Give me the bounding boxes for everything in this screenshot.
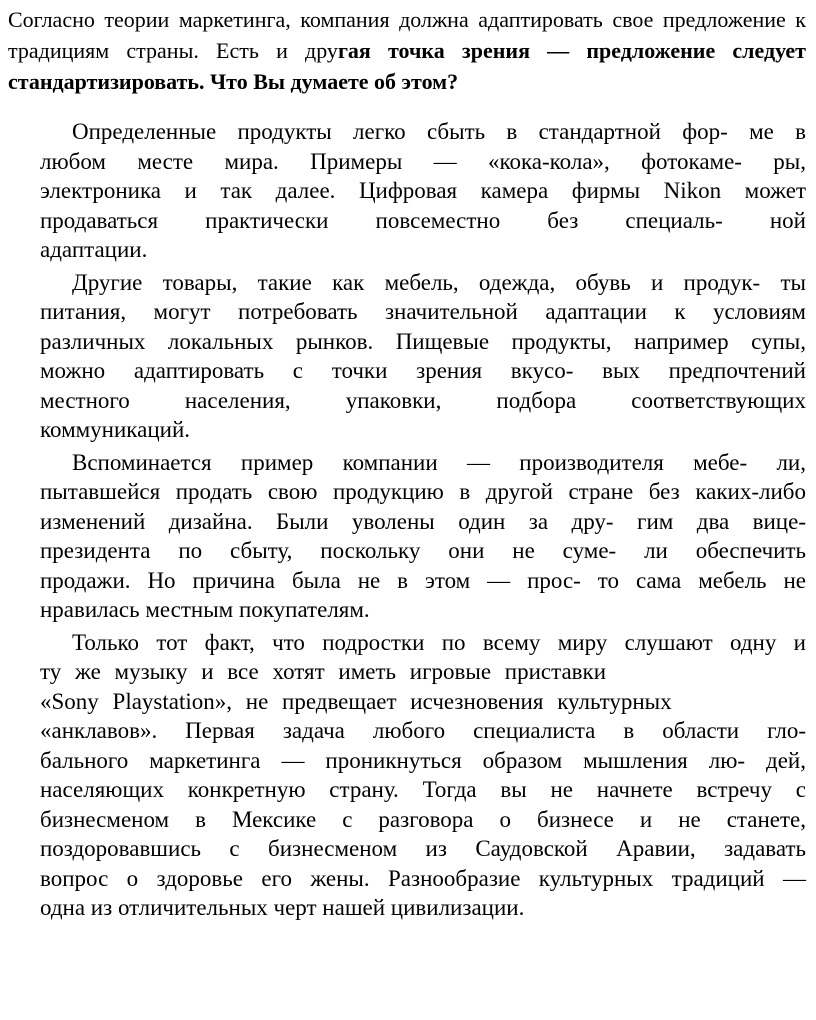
paragraph-4-line: ту же музыку и все хотят иметь игровые приставки <box>40 659 607 684</box>
paragraph-3-line: изменений дизайна. Были уволены один за дру- гим два вице- <box>40 508 806 534</box>
paragraph-1-line: электроника и так далее. Цифровая камера фирмы Nikon может <box>40 178 806 203</box>
paragraph-1-line: адаптации. <box>40 237 148 262</box>
paragraph-4-line: бизнесменом в Мексике с разговора о бизнесе и не станете, <box>40 806 806 832</box>
question-regular: Согласно теории маркетинга, компания должна адаптировать свое предложение к традициям страны. Есть и дру <box>8 7 806 63</box>
document-page <box>8 0 806 923</box>
paragraph-1-line: любом месте мира. Примеры — «кока-кола», фотокаме- ры, <box>40 148 806 174</box>
paragraph-4-line: одна из отличительных черт нашей цивилизации. <box>40 895 525 920</box>
paragraph-4-line: бального маркетинга — проникнуться образом мышления лю- дей, <box>40 747 806 773</box>
paragraph-3-line: пытавшейся продать свою продукцию в другой стране без каких-либо <box>40 479 806 504</box>
paragraph-3 <box>8 448 806 625</box>
paragraph-2-line: коммуникаций. <box>40 417 191 442</box>
question-bold: гая точка зрения — предложение следует стандартизировать. Что Вы думаете об этом? <box>8 38 806 94</box>
paragraph-1-line: Определенные продукты легко сбыть в стандартной фор- ме в <box>72 119 806 144</box>
paragraph-2-line: местного населения, упаковки, подбора соответствующих <box>40 387 806 413</box>
paragraph-4 <box>8 628 806 923</box>
paragraph-4-line: вопрос о здоровье его жены. Разнообразие культурных традиций — <box>40 865 806 891</box>
paragraph-4-line: «анклавов». Первая задача любого специалиста в области гло- <box>40 718 806 743</box>
paragraph-1 <box>8 117 806 265</box>
paragraph-2 <box>8 268 806 445</box>
paragraph-2-line: Другие товары, такие как мебель, одежда, обувь и продук- ты <box>72 269 806 295</box>
paragraph-3-line: нравилась местным покупателям. <box>40 597 370 622</box>
question-text <box>8 0 806 97</box>
paragraph-3-line: президента по сбыту, поскольку они не суме- ли обеспечить <box>40 538 806 563</box>
paragraph-4-line: населяющих конкретную страну. Тогда вы не начнете встречу с <box>40 777 806 802</box>
paragraph-1-line: продаваться практически повсеместно без специаль- ной <box>40 207 806 233</box>
paragraph-4-line: Только тот факт, что подростки по всему миру слушают одну и <box>72 629 806 655</box>
paragraph-2-line: различных локальных рынков. Пищевые продукты, например супы, <box>40 328 806 354</box>
paragraph-4-line: «Sony Playstation», не предвещает исчезновения культурных <box>40 688 672 714</box>
paragraph-3-line: Вспоминается пример компании — производителя мебе- ли, <box>72 449 806 475</box>
paragraph-3-line: продажи. Но причина была не в этом — прос- то сама мебель не <box>40 567 806 593</box>
paragraph-4-line: поздоровавшись с бизнесменом из Саудовской Аравии, задавать <box>40 836 806 861</box>
paragraph-2-line: можно адаптировать с точки зрения вкусо- вых предпочтений <box>40 358 806 383</box>
paragraph-2-line: питания, могут потребовать значительной адаптации к условиям <box>40 299 806 324</box>
